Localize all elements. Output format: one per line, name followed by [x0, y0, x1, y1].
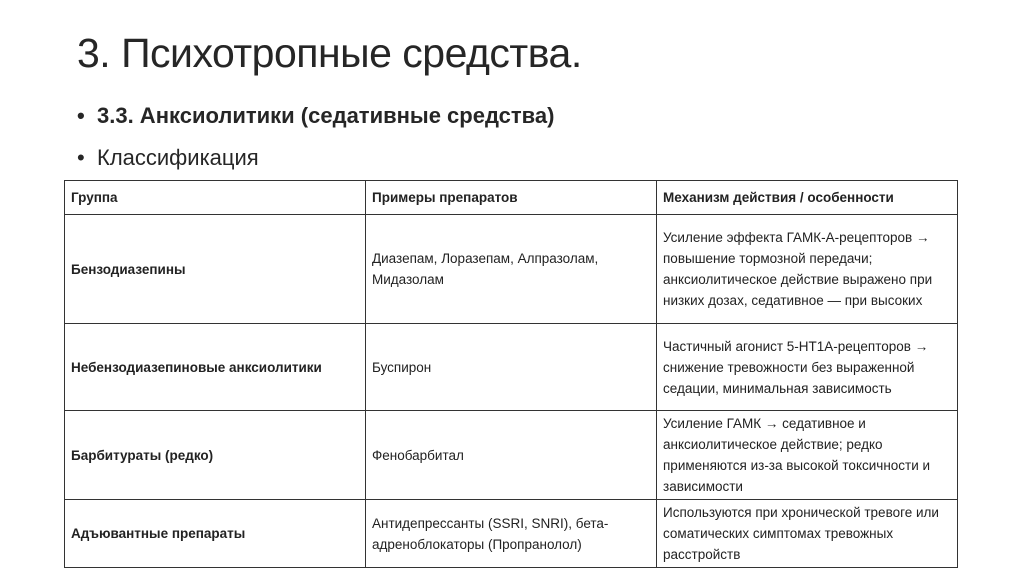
table-row — [65, 324, 958, 411]
slide-title: 3. Психотропные средства. — [77, 30, 582, 76]
cell-mechanism: Усиление эффекта ГАМК-А-рецепторов → повышение тормозной передачи; анксиолитическое действие выражено при низких дозах, седативное — при высоких — [657, 215, 958, 324]
header-examples: Примеры препаратов — [366, 181, 657, 215]
table-row — [65, 215, 958, 324]
cell-mechanism: Используются при хронической тревоге или соматических симптомах тревожных расстройств — [657, 500, 958, 568]
table-header-row — [65, 181, 958, 215]
bullet-text: 3.3. Анксиолитики (седативные средства) — [97, 103, 555, 128]
table-row — [65, 411, 958, 500]
cell-examples: Диазепам, Лоразепам, Алпразолам, Мидазолам — [366, 215, 657, 324]
bullet-icon: • — [77, 103, 85, 128]
header-mechanism: Механизм действия / особенности — [657, 181, 958, 215]
table-row — [65, 500, 958, 568]
cell-group: Адъювантные препараты — [65, 500, 366, 568]
cell-examples: Буспирон — [366, 324, 657, 411]
bullet-subtitle — [77, 103, 554, 129]
cell-examples: Антидепрессанты (SSRI, SNRI), бета-адреноблокаторы (Пропранолол) — [366, 500, 657, 568]
classification-table — [64, 180, 958, 568]
cell-group: Барбитураты (редко) — [65, 411, 366, 500]
cell-mechanism: Частичный агонист 5-HT1A-рецепторов → снижение тревожности без выраженной седации, минимальная зависимость — [657, 324, 958, 411]
cell-group: Небензодиазепиновые анксиолитики — [65, 324, 366, 411]
cell-group: Бензодиазепины — [65, 215, 366, 324]
cell-examples: Фенобарбитал — [366, 411, 657, 500]
cell-mechanism: Усиление ГАМК → седативное и анксиолитическое действие; редко применяются из-за высокой токсичности и зависимости — [657, 411, 958, 500]
bullet-classification — [77, 145, 259, 171]
bullet-text: Классификация — [97, 145, 259, 170]
bullet-icon: • — [77, 145, 85, 170]
header-group: Группа — [65, 181, 366, 215]
